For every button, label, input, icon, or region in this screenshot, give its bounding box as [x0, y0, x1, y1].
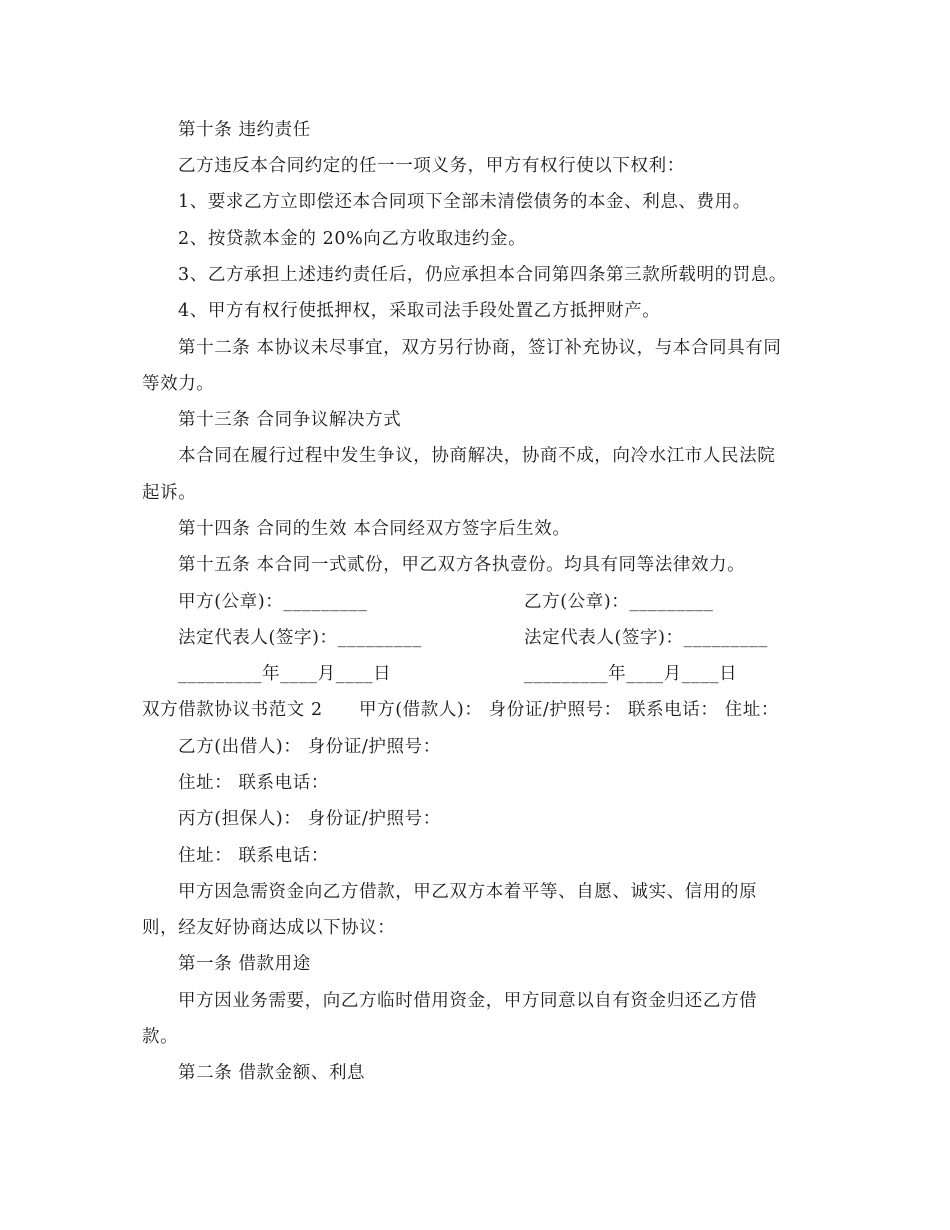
- paragraph-line: 3、乙方承担上述违约责任后，仍应承担本合同第四条第三款所载明的罚息。: [178, 265, 788, 285]
- party-b-date-field: _________年____月____日: [524, 664, 738, 684]
- section-title-line: 双方借款协议书范文 2 甲方(借款人)： 身份证/护照号： 联系电话： 住址：: [142, 700, 779, 720]
- paragraph-line: 住址： 联系电话：: [178, 846, 329, 866]
- party-b-representative-field: 法定代表人(签字)：_________: [524, 628, 768, 648]
- paragraph-line: 甲方因业务需要，向乙方临时借用资金，甲方同意以自有资金归还乙方借: [178, 991, 758, 1011]
- paragraph-line: 乙方违反本合同约定的任一一项义务，甲方有权行使以下权利：: [178, 156, 685, 176]
- party-b-seal-field: 乙方(公章)：_________: [524, 592, 714, 612]
- article-heading: 第一条 借款用途: [178, 954, 311, 974]
- paragraph-line: 款。: [142, 1027, 179, 1047]
- article-heading: 第二条 借款金额、利息: [178, 1063, 366, 1083]
- party-a-representative-field: 法定代表人(签字)：_________: [178, 628, 422, 648]
- paragraph-line: 本合同在履行过程中发生争议，协商解决，协商不成，向冷水江市人民法院: [178, 446, 776, 466]
- paragraph-line: 丙方(担保人)： 身份证/护照号：: [178, 809, 441, 829]
- paragraph-line: 等效力。: [142, 374, 215, 394]
- paragraph-line: 2、按贷款本金的 20%向乙方收取违约金。: [178, 229, 527, 249]
- paragraph-line: 甲方因急需资金向乙方借款，甲乙双方本着平等、自愿、诚实、信用的原: [178, 882, 758, 902]
- party-a-date-field: _________年____月____日: [178, 664, 392, 684]
- paragraph-line: 乙方(出借人)： 身份证/护照号：: [178, 737, 441, 757]
- paragraph-line: 住址： 联系电话：: [178, 773, 329, 793]
- paragraph-line: 第十五条 本合同一式贰份，甲乙双方各执壹份。均具有同等法律效力。: [178, 555, 746, 575]
- paragraph-line: 起诉。: [142, 483, 197, 503]
- party-a-seal-field: 甲方(公章)：_________: [178, 592, 368, 612]
- article-heading: 第十条 违约责任: [178, 120, 311, 140]
- paragraph-line: 第十二条 本协议未尽事宜，双方另行协商，签订补充协议，与本合同具有同: [178, 338, 782, 358]
- paragraph-line: 1、要求乙方立即偿还本合同项下全部未清偿债务的本金、利息、费用。: [178, 192, 751, 212]
- paragraph-line: 4、甲方有权行使抵押权，采取司法手段处置乙方抵押财产。: [178, 301, 661, 321]
- paragraph-line: 第十四条 合同的生效 本合同经双方签字后生效。: [178, 519, 571, 539]
- paragraph-line: 则，经友好协商达成以下协议：: [142, 918, 396, 938]
- article-heading: 第十三条 合同争议解决方式: [178, 410, 402, 430]
